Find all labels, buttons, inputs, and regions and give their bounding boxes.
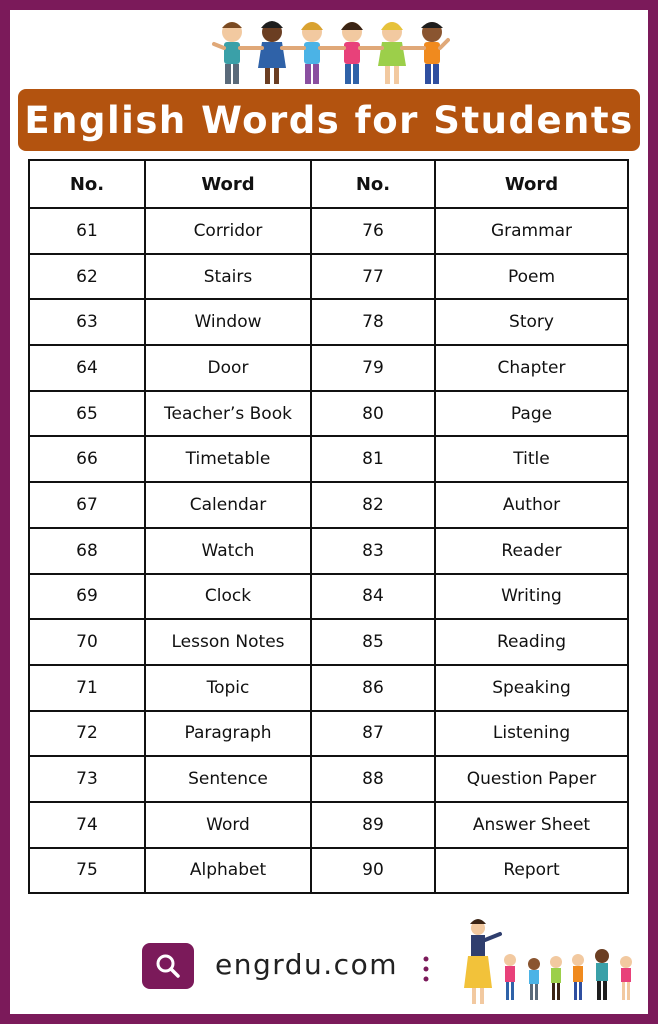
row-word: Author [435, 482, 628, 528]
row-word: Reading [435, 619, 628, 665]
row-word: Watch [145, 528, 311, 574]
table-header-row [29, 160, 628, 208]
table-row [29, 345, 628, 391]
row-word: Topic [145, 665, 311, 711]
row-number: 80 [311, 391, 435, 437]
table-row [29, 528, 628, 574]
table-row [29, 619, 628, 665]
row-number: 75 [29, 848, 145, 894]
row-number: 70 [29, 619, 145, 665]
row-number: 79 [311, 345, 435, 391]
row-word: Chapter [435, 345, 628, 391]
row-number: 84 [311, 574, 435, 620]
row-word: Paragraph [145, 711, 311, 757]
vertical-dots-icon [422, 954, 430, 984]
row-number: 78 [311, 299, 435, 345]
row-number: 87 [311, 711, 435, 757]
row-word: Word [145, 802, 311, 848]
row-word: Sentence [145, 756, 311, 802]
row-number: 73 [29, 756, 145, 802]
title-banner [18, 89, 640, 151]
words-table [28, 159, 629, 894]
search-button[interactable] [142, 943, 194, 989]
poster [10, 10, 648, 1014]
table-row [29, 299, 628, 345]
row-word: Clock [145, 574, 311, 620]
row-number: 64 [29, 345, 145, 391]
footer [10, 930, 648, 1014]
teacher-with-students-icon [450, 916, 642, 1008]
column-header-no: No. [29, 160, 145, 208]
row-number: 67 [29, 482, 145, 528]
row-word: Door [145, 345, 311, 391]
row-word: Alphabet [145, 848, 311, 894]
row-number: 74 [29, 802, 145, 848]
row-number: 81 [311, 436, 435, 482]
row-word: Page [435, 391, 628, 437]
column-header-word: Word [435, 160, 628, 208]
row-word: Poem [435, 254, 628, 300]
column-header-no: No. [311, 160, 435, 208]
row-number: 66 [29, 436, 145, 482]
row-word: Lesson Notes [145, 619, 311, 665]
row-number: 62 [29, 254, 145, 300]
row-number: 72 [29, 711, 145, 757]
table-row [29, 711, 628, 757]
page-title: English Words for Students [24, 98, 634, 142]
row-word: Story [435, 299, 628, 345]
table-row [29, 254, 628, 300]
row-word: Title [435, 436, 628, 482]
table-row [29, 665, 628, 711]
row-number: 77 [311, 254, 435, 300]
row-number: 89 [311, 802, 435, 848]
table-row [29, 848, 628, 894]
table-row [29, 391, 628, 437]
table-row [29, 802, 628, 848]
site-link[interactable]: engrdu.com [215, 948, 398, 981]
row-word: Report [435, 848, 628, 894]
table-row [29, 756, 628, 802]
row-number: 63 [29, 299, 145, 345]
row-number: 61 [29, 208, 145, 254]
row-word: Listening [435, 711, 628, 757]
row-word: Grammar [435, 208, 628, 254]
row-word: Writing [435, 574, 628, 620]
row-word: Question Paper [435, 756, 628, 802]
row-word: Calendar [145, 482, 311, 528]
row-number: 65 [29, 391, 145, 437]
row-word: Timetable [145, 436, 311, 482]
row-number: 85 [311, 619, 435, 665]
row-number: 86 [311, 665, 435, 711]
row-word: Stairs [145, 254, 311, 300]
row-number: 88 [311, 756, 435, 802]
table-row [29, 482, 628, 528]
children-holding-hands-icon [210, 14, 450, 94]
row-number: 68 [29, 528, 145, 574]
column-header-word: Word [145, 160, 311, 208]
search-icon [154, 952, 182, 980]
row-number: 83 [311, 528, 435, 574]
row-number: 82 [311, 482, 435, 528]
table-row [29, 208, 628, 254]
row-word: Corridor [145, 208, 311, 254]
row-word: Teacher’s Book [145, 391, 311, 437]
row-number: 71 [29, 665, 145, 711]
row-number: 76 [311, 208, 435, 254]
row-word: Answer Sheet [435, 802, 628, 848]
row-word: Reader [435, 528, 628, 574]
table-row [29, 574, 628, 620]
table-row [29, 436, 628, 482]
row-word: Window [145, 299, 311, 345]
row-word: Speaking [435, 665, 628, 711]
row-number: 90 [311, 848, 435, 894]
row-number: 69 [29, 574, 145, 620]
